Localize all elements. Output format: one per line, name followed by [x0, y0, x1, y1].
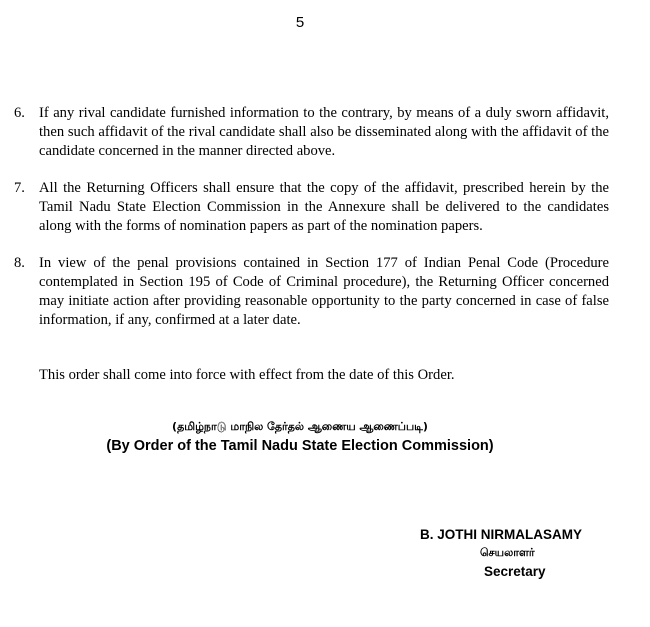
clause-number: 8.	[14, 255, 25, 271]
clause-6	[14, 104, 609, 161]
signatory-title-tamil: செயலாளர்	[480, 546, 535, 559]
order-attribution-tamil: (தமிழ்நாடு மாநில தேர்தல் ஆணைய ஆணைப்படி)	[172, 420, 428, 433]
clause-8	[14, 254, 609, 330]
signature-block	[420, 525, 620, 581]
clause-number: 7.	[14, 180, 25, 196]
closing-statement: This order shall come into force with effect from the date of this Order.	[39, 367, 455, 383]
signatory-title: Secretary	[484, 564, 546, 579]
clause-text: If any rival candidate furnished information to the contrary, by means of a duly sworn affidavit, then such affidavit of the rival candidate shall also be disseminated along with the affidavit of the candidate concerned in the manner directed above.	[39, 105, 609, 159]
page-number: 5	[295, 14, 305, 31]
clause-number: 6.	[14, 105, 25, 121]
clause-list	[14, 104, 609, 348]
order-attribution-english: (By Order of the Tamil Nadu State Election Commission)	[106, 438, 494, 454]
clause-text: In view of the penal provisions contained in Section 177 of Indian Penal Code (Procedure contemplated in Section 195 of Code of Criminal procedure), the Returning Officer concerned may initiate action after providing reasonable opportunity to the party concerned in case of false information, if any, confirmed at a later date.	[39, 255, 609, 328]
signatory-name: B. JOTHI NIRMALASAMY	[420, 527, 582, 542]
order-attribution	[0, 418, 600, 456]
clause-7	[14, 179, 609, 236]
clause-text: All the Returning Officers shall ensure that the copy of the affidavit, prescribed herein by the Tamil Nadu State Election Commission in the Annexure shall be delivered to the candidates along with the forms of nomination papers as part of the nomination papers.	[39, 180, 609, 234]
